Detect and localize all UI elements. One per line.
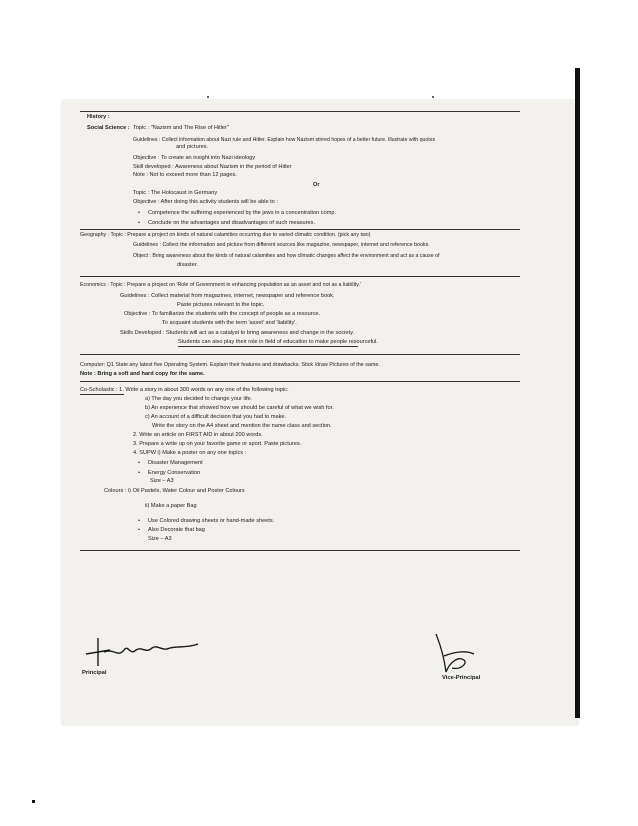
ss-objective: Objective : To create an insight into Nazi ideology (133, 155, 256, 161)
top-divider (80, 111, 520, 112)
geo-object-cont: disaster. (177, 262, 198, 268)
cos-size2: Size – A3 (148, 536, 172, 542)
ss-objective2: Objective : After doing this activity students will be able to : (133, 199, 278, 205)
cos-bag-sheet: Use Colored drawing sheets or hand-made sheets. (148, 518, 275, 524)
cos-poster-topic1: Disaster Management (148, 460, 203, 466)
ss-topic2: Topic : The Holocaust in Germany (133, 190, 218, 196)
bottom-divider (80, 550, 520, 551)
eco-topic: Economics : Topic : Prepare a project on 'Role of Government in enhancing population as an asset and not as a liability.' (80, 282, 361, 288)
divider (80, 354, 520, 355)
principal-signature (84, 636, 204, 670)
bullet-dot: • (138, 460, 140, 466)
geo-object: Object : Bring awareness about the kinds of natural calamities and how climatic changes affect the environment and act as a cause of (133, 253, 440, 259)
cos-item2: 2. Write an article on FIRST AID in about 200 words. (133, 432, 263, 438)
ss-note: Note : Not to exceed more than 12 pages. (133, 172, 237, 178)
divider (80, 229, 520, 230)
cos-paper-bag: ii) Make a paper Bag (145, 503, 197, 509)
scan-speck (207, 96, 209, 98)
cos-item4: 4. SUPW i) Make a poster on any one topics : (133, 450, 247, 456)
computer-note: Note : Bring a soft and hard copy for the same. (80, 371, 205, 377)
cos-item1: Co-Scholastic : 1. Write a story in about 300 words on any one of the following topic: (80, 387, 289, 393)
cos-size1: Size – A3 (150, 478, 174, 484)
cos-colours: Colours : i) Oil Pastels, Water Colour and Poster Colours (104, 488, 245, 494)
bullet-dot: • (138, 518, 140, 524)
geo-guidelines: Guidelines : Collect the information and picture from different sources like magazine, newspaper, internet and reference books. (133, 242, 430, 248)
computer-question: Computer: Q1 State any latest five Operating System. Explain their features and drawbacks. Stick /draw Pictures of the same. (80, 362, 380, 368)
eco-guidelines-cont: Paste pictures relevant to the topic. (177, 302, 265, 308)
cos-item3: 3. Prepare a write up on your favorite game or sport. Paste pictures. (133, 441, 302, 447)
eco-guidelines: Guidelines : Collect material from magazines, internet, newspaper and reference book. (120, 293, 335, 299)
ss-guidelines-cont: and pictures. (176, 144, 209, 150)
principal-label: Principal (82, 670, 107, 676)
cos-poster-topic2: Energy Conservation (148, 470, 201, 476)
vice-principal-signature (430, 632, 480, 676)
eco-skills-cont: Students can also play their role in field of education to make people resourceful. (178, 339, 378, 345)
underline (80, 394, 124, 395)
divider (80, 381, 520, 382)
cos-b: b) An experience that showed how we should be careful of what we wish for. (145, 405, 334, 411)
bullet-dot: • (138, 220, 140, 226)
ss-label: Social Science : (87, 125, 130, 131)
cos-a: a) The day you decided to change your life. (145, 396, 253, 402)
scan-speck (32, 800, 35, 803)
divider (80, 276, 520, 277)
vice-principal-label: Vice-Principal (442, 675, 481, 681)
eco-objective: Objective : To familiarize the students with the concept of people as a resource. (124, 311, 321, 317)
geo-topic: Geography : Topic : Prepare a project on kinds of natural calamities occurring due to varied climatic condition. (pick any two) (80, 232, 371, 238)
ss-or: Or (313, 182, 320, 188)
underline (178, 346, 358, 347)
scan-edge-bar (575, 68, 580, 718)
bullet-dot: • (138, 470, 140, 476)
bullet-dot: • (138, 527, 140, 533)
ss-bullet2: Conclude on the advantages and disadvantages of such measures. (148, 220, 315, 226)
cos-bag-decorate: Also Decorate that bag (148, 527, 205, 533)
scan-speck (432, 96, 434, 98)
cos-c-cont: Write the story on the A4 sheet and mention the name class and section. (152, 423, 332, 429)
eco-skills: Skills Developed : Students will act as a catalyst to bring awareness and change in the society. (120, 330, 355, 336)
cos-c: c) An account of a difficult decision that you had to make. (145, 414, 287, 420)
eco-objective-cont: To acquaint students with the term 'asset' and 'liability'. (162, 320, 297, 326)
bullet-dot: • (138, 210, 140, 216)
ss-guidelines: Guidelines : Collect information about Nazi rule and Hitler. Explain how Nazism stirred hopes of a better future. Illustrate with quotes (133, 137, 436, 143)
ss-topic: Topic : "Nazism and The Rise of Hitler" (133, 125, 229, 131)
ss-skill: Skill developed : Awareness about Nazism in the period of Hitler (133, 164, 292, 170)
history-heading: History : (87, 114, 110, 120)
ss-bullet1: Competence the suffering experienced by the jews in a concentration comp. (148, 210, 337, 216)
